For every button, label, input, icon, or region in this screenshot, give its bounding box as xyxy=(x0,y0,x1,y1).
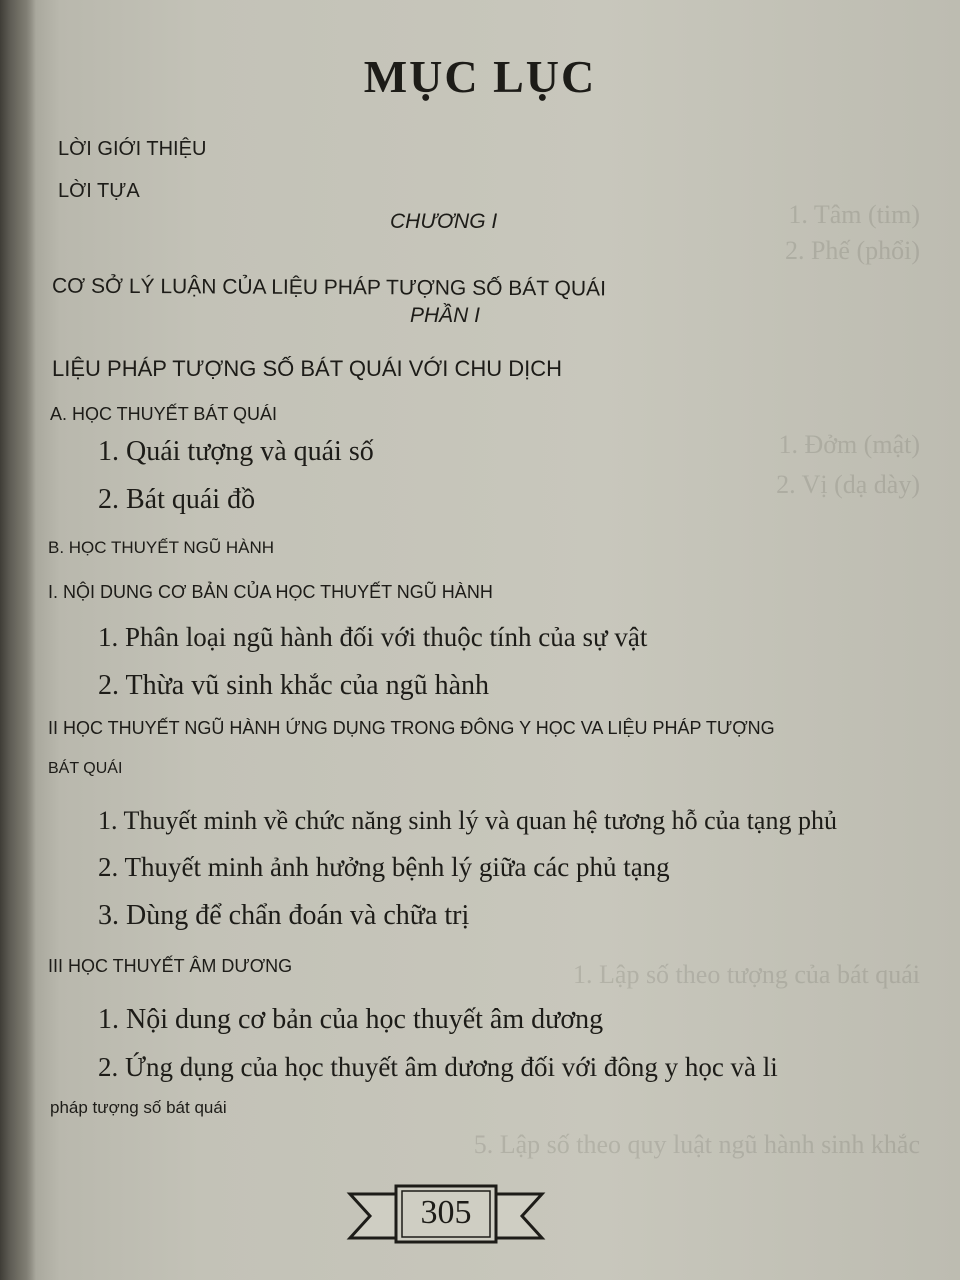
part-title: LIỆU PHÁP TƯỢNG SỐ BÁT QUÁI VỚI CHU DỊCH xyxy=(52,356,563,381)
part-heading: PHẦN I xyxy=(410,304,481,327)
section-b-iii-heading: III HỌC THUYẾT ÂM DƯƠNG xyxy=(48,956,293,976)
section-b-iii-item-2: 2. Ứng dụng của học thuyết âm dương đối với đông y học và li xyxy=(98,1052,778,1082)
section-b-iii-item-2-cont: pháp tượng số bát quái xyxy=(50,1098,227,1117)
section-a-item-1: 1. Quái tượng và quái số xyxy=(98,436,374,467)
section-b-i-item-2: 2. Thừa vũ sinh khắc của ngũ hành xyxy=(98,670,490,701)
section-a-heading: A. HỌC THUYẾT BÁT QUÁI xyxy=(50,404,278,424)
section-b-ii-heading: II HỌC THUYẾT NGŨ HÀNH ỨNG DỤNG TRONG ĐÔNG Y HỌC VA LIỆU PHÁP TƯỢNG xyxy=(48,718,775,738)
toc-entry-loi-gioi-thieu: LỜI GIỚI THIỆU xyxy=(58,138,207,160)
section-b-ii-heading-cont: BÁT QUÁI xyxy=(48,760,123,777)
chapter-heading: CHƯƠNG I xyxy=(390,210,498,233)
section-b-ii-item-2: 2. Thuyết minh ảnh hưởng bệnh lý giữa các phủ tạng xyxy=(98,852,670,882)
section-b-i-heading: I. NỘI DUNG CƠ BẢN CỦA HỌC THUYẾT NGŨ HÀNH xyxy=(48,582,493,602)
chapter-title: CƠ SỞ LÝ LUẬN CỦA LIỆU PHÁP TƯỢNG SỐ BÁT QUÁI xyxy=(51,274,606,301)
section-b-iii-item-1: 1. Nội dung cơ bản của học thuyết âm dương xyxy=(98,1004,604,1035)
page-number: 305 xyxy=(420,1194,472,1231)
toc-entry-loi-tua: LỜI TỰA xyxy=(58,180,140,202)
section-b-i-item-1: 1. Phân loại ngũ hành đối với thuộc tính của sự vật xyxy=(98,622,648,652)
page-title: MỤC LỤC xyxy=(363,51,597,102)
section-b-ii-item-1: 1. Thuyết minh về chức năng sinh lý và quan hệ tương hỗ của tạng phủ xyxy=(98,806,837,835)
section-a-item-2: 2. Bát quái đồ xyxy=(98,484,256,515)
book-spine-shadow xyxy=(0,0,36,1280)
section-b-ii-item-3: 3. Dùng để chẩn đoán và chữa trị xyxy=(98,900,470,931)
section-b-heading: B. HỌC THUYẾT NGŨ HÀNH xyxy=(48,538,275,557)
